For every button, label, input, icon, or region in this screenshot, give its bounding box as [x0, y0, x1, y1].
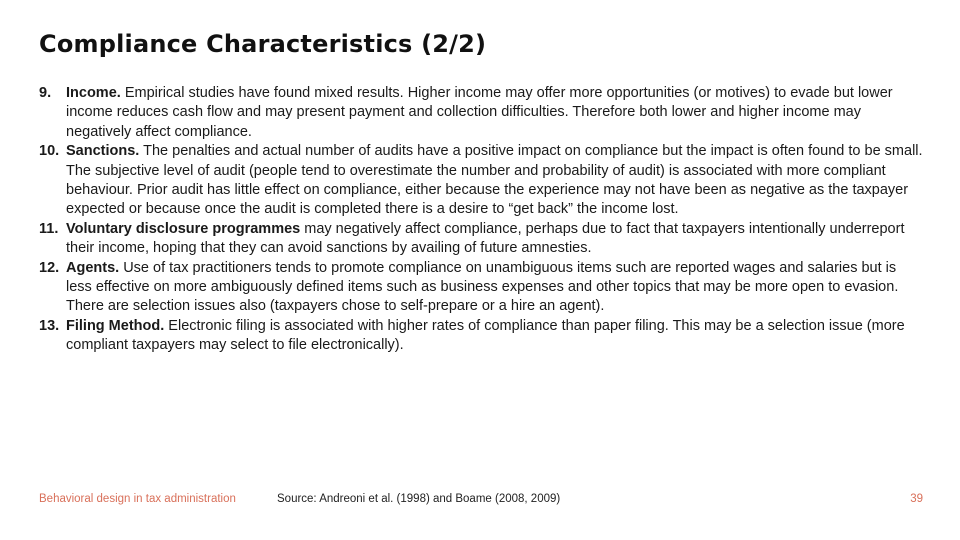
list-item-filing-method: [39, 317, 924, 356]
item-number: 13.: [39, 317, 60, 334]
item-text: Empirical studies have found mixed results. Higher income may offer more opportunities (or motives) to evade but lower income reduces cash flow and may present payment and collection difficulties. Therefore both lower and higher income may negatively affect compliance.: [66, 85, 893, 140]
compliance-list: [39, 84, 924, 356]
item-number: 10.: [39, 143, 60, 160]
item-number: 12.: [39, 259, 60, 276]
item-text: may negatively affect compliance, perhaps due to fact that taxpayers intentionally underreport their income, hoping that they can avoid sanctions by availing of future amnesties.: [66, 220, 905, 257]
item-term: Voluntary disclosure programmes: [66, 220, 301, 237]
item-term: Filing Method.: [66, 317, 165, 334]
list-item-sanctions: [39, 142, 924, 220]
page-number: 39: [910, 493, 923, 505]
list-item-agents: [39, 259, 924, 317]
item-number: 11.: [39, 220, 59, 237]
item-text: The penalties and actual number of audits have a positive impact on compliance but the impact is often found to be small. The subjective level of audit (people tend to overestimate the number and probability of audit) is associated with more compliant behaviour. Prior audit has little effect on compliance, either because the experience may not have been as negative as the taxpayer expected or because once the audit is completed there is a desire to “get back” the income lost.: [66, 143, 923, 218]
item-term: Sanctions.: [66, 143, 140, 160]
list-item-income: [39, 84, 924, 142]
item-term: Agents.: [66, 259, 120, 276]
slide-title: Compliance Characteristics (2/2): [39, 30, 487, 58]
item-text: Use of tax practitioners tends to promote compliance on unambiguous items such are reported wages and salaries but is less effective on more ambiguously defined items such as business expenses and other topics that may be more open to evasion. There are selection issues also (taxpayers chose to self-prepare or a hire an agent).: [66, 259, 899, 315]
item-term: Income.: [66, 85, 121, 101]
list-item-voluntary-disclosure: [39, 220, 924, 259]
item-number: 9.: [39, 85, 52, 101]
footer-source: Source: Andreoni et al. (1998) and Boame (2008, 2009): [277, 493, 561, 505]
footer-course-title: Behavioral design in tax administration: [39, 493, 236, 505]
item-text: Electronic filing is associated with higher rates of compliance than paper filing. This may be a selection issue (more compliant taxpayers may select to file electronically).: [66, 317, 905, 354]
